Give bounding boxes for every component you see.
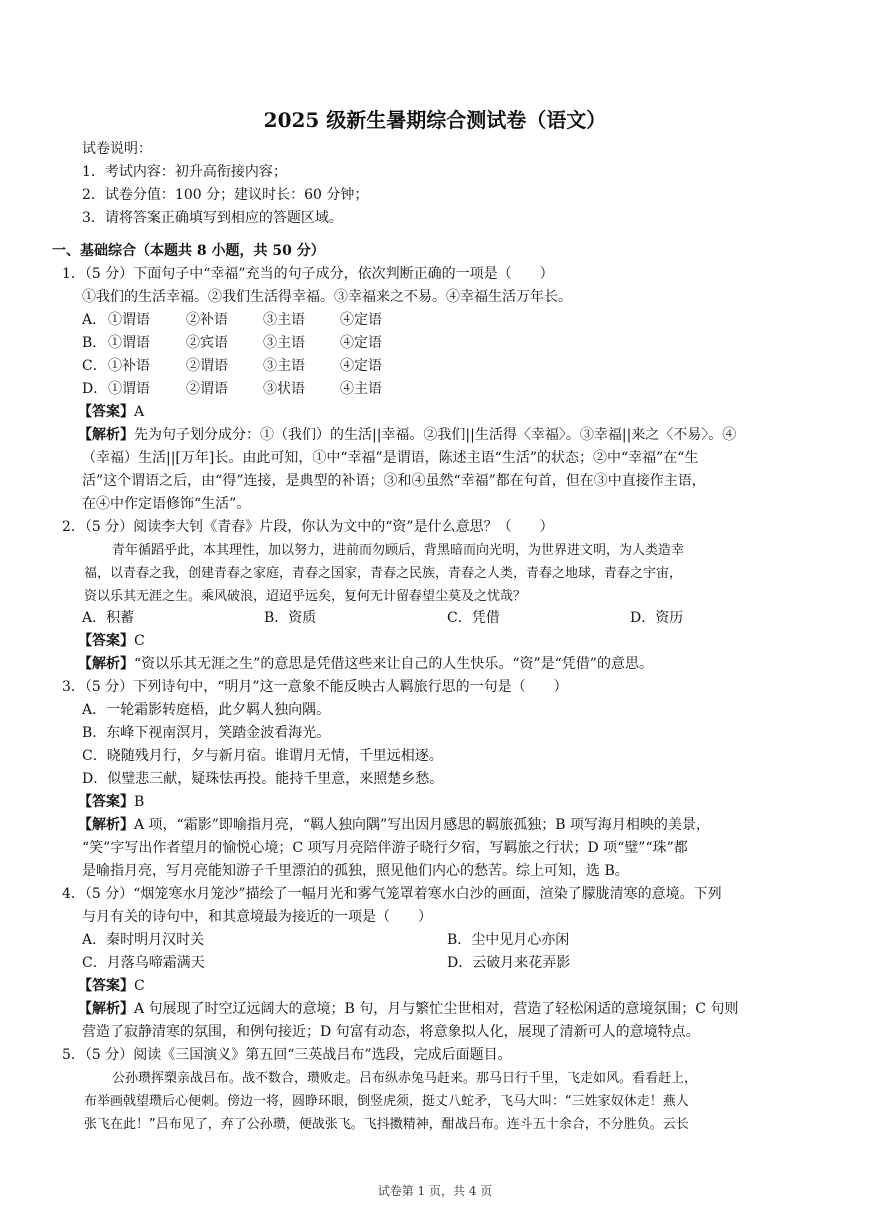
option-item: ④定语 [340,358,382,374]
analysis-line [78,814,710,836]
option: A．秦时明月汉时关 [82,932,205,948]
analysis-text: A 项，“霜影”即喻指月亮，“羁人独向隅”写出因月感思的羁旅孤独；B 项写海月相映的美景， [134,817,710,833]
option: B．资质 [264,610,317,626]
option-item: ③状语 [263,381,305,397]
page-footer: 试卷第 1 页，共 4 页 [377,1184,493,1198]
option: B．尘中见月心亦闲 [447,932,570,948]
question-stem: 5．（5 分）阅读《三国演义》第五回“三英战吕布”选段，完成后面题目。 [62,1047,512,1063]
option: A．积蓄 [82,610,135,626]
answer-tag: 【答案】 [78,978,134,994]
option: A．一轮霜影转庭梧，此夕羁人独向隅。 [82,702,331,718]
answer-tag: 【答案】 [78,794,134,810]
option: C．凭借 [447,610,500,626]
option-label: D． [82,381,108,397]
option-item: ④定语 [340,312,382,328]
option-item: ①谓语 [108,381,150,397]
option-item: ③主语 [263,312,305,328]
option: D．似璧悲三献，疑珠怯再投。能持千里意，来照楚乡愁。 [82,771,444,787]
passage-line: 张飞在此！”吕布见了，弃了公孙瓒，便战张飞。飞抖擞精神，酣战吕布。连斗五十余合，不分胜负。云长 [84,1117,689,1132]
passage-line: 布举画戟望瓒后心便刺。傍边一将，圆睁环眼，倒竖虎须，挺丈八蛇矛，飞马大叫：“三姓家奴休走！燕人 [84,1094,689,1109]
passage-line: 公孙瓒挥槊亲战吕布。战不数合，瓒败走。吕布纵赤兔马赶来。那马日行千里，飞走如风。看看赶上， [112,1071,698,1086]
passage-line: 福，以青春之我，创建青春之家庭，青春之国家，青春之民族，青春之人类，青春之地球，青春之宇宙， [84,566,683,581]
option-label: C． [82,358,107,374]
passage-line: 青年循蹈乎此，本其理性，加以努力，进前而勿顾后，背黑暗而向光明，为世界进文明，为人类造幸 [112,543,685,558]
answer-value: B [134,794,145,810]
instruction-item: 2．试卷分值：100 分；建议时长：60 分钟； [82,187,369,203]
option-item: ③主语 [263,335,305,351]
analysis-text: （幸福）生活||[万年]长。由此可知，①中“幸福”是谓语，陈述主语“生活”的状态；②中“幸福”在“生 [82,450,699,466]
answer-value: A [134,404,145,420]
answer-line [78,975,145,997]
passage-line: 资以乐其无涯之生。乘风破浪，迢迢乎远矣，复何无计留春望尘莫及之忧哉？ [84,589,527,604]
analysis-tag: 【解析】 [78,817,134,833]
answer-line [78,401,144,423]
option-label: B． [82,335,107,351]
answer-line [78,791,144,813]
analysis-text: 先为句子划分成分：①（我们）的生活||幸福。②我们||生活得〈幸福〉。③幸福||来之〈不易〉。④ [134,427,737,443]
analysis-text: 在④中作定语修饰“生活”。 [82,496,251,512]
option: C．月落乌啼霜满天 [82,955,205,971]
question-sub-sentences: ①我们的生活幸福。②我们生活得幸福。③幸福来之不易。④幸福生活万年长。 [82,289,572,305]
answer-value: C [134,978,145,994]
option: C．晓随残月行，夕与新月宿。谁谓月无情，千里远相逐。 [82,748,443,764]
option-item: ②谓语 [186,381,228,397]
instructions-heading: 试卷说明： [82,141,152,157]
question-stem: 1．（5 分）下面句子中“幸福”充当的句子成分，依次判断正确的一项是（ ） [62,266,554,282]
question-stem: 2．（5 分）阅读李大钊《青春》片段，你认为文中的“资”是什么意思？（ ） [62,519,554,535]
option-item: ②补语 [186,312,228,328]
option-item: ③主语 [263,358,305,374]
question-stem: 4．（5 分）“烟笼寒水月笼沙”描绘了一幅月光和雾气笼罩着寒水白沙的画面，渲染了朦胧清寒的意境。下列 [62,886,722,902]
analysis-text: A 句展现了时空辽远阔大的意境；B 句，月与繁忙尘世相对，营造了轻松闲适的意境氛围；C 句则 [134,1001,739,1017]
option: B．东峰下视南溟月，笑踏金波看海光。 [82,725,331,741]
option-item: ①补语 [108,358,150,374]
analysis-tag: 【解析】 [78,1001,134,1017]
analysis-text: “笑”字写出作者望月的愉悦心境；C 项写月亮陪伴游子晓行夕宿，写羁旅之行状；D 项“璧”“珠”都 [82,840,688,856]
option-item: ②谓语 [186,358,228,374]
analysis-tag: 【解析】 [78,656,134,672]
analysis-text: 营造了寂静清寒的氛围，和例句接近；D 句富有动态，将意象拟人化，展现了清新可人的意境特点。 [82,1024,700,1040]
option-item: ①谓语 [108,335,150,351]
analysis-text: 是喻指月亮，写月亮能知游子千里漂泊的孤独，照见他们内心的愁苦。综上可知，选 B。 [82,863,629,879]
option-item: ②宾语 [186,335,228,351]
option: D．资历 [630,610,684,626]
analysis-line [78,424,736,446]
question-stem: 与月有关的诗句中，和其意境最为接近的一项是（ ） [82,909,432,925]
analysis-text: “资以乐其无涯之生”的意思是凭借这些来让自己的人生快乐。“资”是“凭借”的意思。 [134,656,653,672]
option-item: ④定语 [340,335,382,351]
option-label: A． [82,312,107,328]
section-heading: 一、基础综合（本题共 8 小题，共 50 分） [52,243,325,259]
option: D．云破月来花弄影 [447,955,571,971]
analysis-tag: 【解析】 [78,427,134,443]
answer-tag: 【答案】 [78,633,134,649]
option-item: ①谓语 [108,312,150,328]
answer-line [78,630,145,652]
page-title: 2025 级新生暑期综合测试卷（语文） [263,108,607,132]
answer-value: C [134,633,145,649]
analysis-text: 活”这个谓语之后，由“得”连接，是典型的补语；③和④虽然“幸福”都在句首，但在③中直接作主语， [82,473,706,489]
instruction-item: 1．考试内容：初升高衔接内容； [82,164,287,180]
option-item: ④主语 [340,381,382,397]
question-stem: 3．（5 分）下列诗句中，“明月”这一意象不能反映古人羁旅行思的一句是（ ） [62,679,568,695]
analysis-line [78,653,653,675]
instruction-item: 3．请将答案正确填写到相应的答题区域。 [82,210,343,226]
answer-tag: 【答案】 [78,404,134,420]
analysis-line [78,998,738,1020]
